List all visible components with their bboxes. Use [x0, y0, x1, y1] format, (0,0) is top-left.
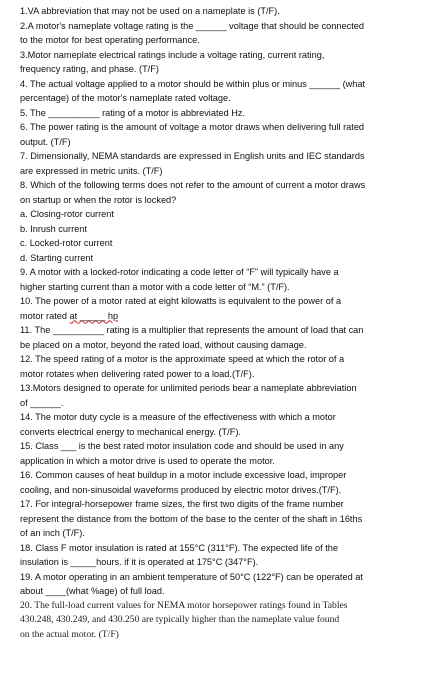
text-line: 14. The motor duty cycle is a measure of the effectiveness with which a motor	[20, 412, 336, 422]
text-line: represent the distance from the bottom of the base to the center of the shaft in 16ths	[20, 513, 363, 524]
text-line: 6. The power rating is the amount of voltage a motor draws when delivering full rated	[20, 122, 365, 132]
spellcheck-underline: at _____ hp	[69, 310, 119, 321]
text-line: 8. Which of the following terms does not refer to the amount of current a motor draws	[20, 180, 366, 190]
serif-text-line: 20. The full-load current values for NEMA motor horsepower ratings found in Tables	[20, 599, 348, 611]
text-line: 4. The actual voltage applied to a motor should be within plus or minus ______ (what	[20, 78, 366, 89]
text-line: output. (T/F)	[20, 136, 71, 147]
text-line: 10. The power of a motor rated at eight kilowatts is equivalent to the power of a	[20, 296, 342, 306]
text-line: converts electrical energy to mechanical energy. (T/F).	[20, 426, 241, 437]
text-line: 16. Common causes of heat buildup in a motor include excessive load, improper	[20, 470, 347, 480]
text-line: 17. For integral-horsepower frame sizes, the first two digits of the frame number	[20, 499, 344, 509]
text-line: insulation is _____hours. if it is operated at 175°C (347°F).	[20, 557, 259, 567]
text-line: 9. A motor with a locked-rotor indicating a code letter of “F” will typically have a	[20, 267, 339, 277]
text-line: 13.Motors designed to operate for unlimited periods bear a nameplate abbreviation	[20, 383, 357, 393]
text-line: higher starting current than a motor with a code letter of “M.” (T/F).	[20, 281, 290, 292]
text-line: 11. The __________ rating is a multiplier that represents the amount of load that can	[20, 325, 364, 335]
text-line: percentage) of the motor's nameplate rated voltage.	[20, 93, 231, 103]
option-line: b. Inrush current	[20, 223, 87, 234]
option-line: c. Locked-rotor current	[20, 238, 113, 248]
text-line: be placed on a motor, beyond the rated load, without causing damage.	[20, 339, 307, 350]
text-line: to the motor for best operating performance.	[20, 35, 200, 45]
text-line: 12. The speed rating of a motor is the approximate speed at which the rotor of a	[20, 354, 345, 364]
text-line: 5. The __________ rating of a motor is abbreviated Hz.	[20, 107, 246, 118]
text-line: 19. A motor operating in an ambient temperature of 50°C (122°F) can be operated at	[20, 571, 363, 582]
text-line: 3.Motor nameplate electrical ratings include a voltage rating, current rating,	[20, 49, 325, 60]
serif-text-line: 430.248, 430.249, and 430.250 are typically higher than the nameplate value found	[20, 614, 340, 625]
text-line: 18. Class F motor insulation is rated at 155°C (311°F). The expected life of the	[20, 542, 339, 553]
option-line: d. Starting current	[20, 252, 94, 263]
text-line: are expressed in metric units. (T/F)	[20, 165, 163, 176]
text-line: cooling, and non-sinusoidal waveforms produced by electric motor drives.(T/F).	[20, 484, 342, 495]
text-line: frequency rating, and phase. (T/F)	[20, 64, 159, 74]
text-line: of an inch (T/F).	[20, 528, 85, 538]
text-line-spellcheck: motor rated at _____ hp	[20, 310, 119, 321]
text-line: 1.VA abbreviation that may not be used on a nameplate is (T/F).	[20, 6, 280, 16]
text-line: of ______.	[20, 397, 64, 408]
serif-text-line: on the actual motor. (T/F)	[20, 628, 119, 640]
text-line: 7. Dimensionally, NEMA standards are expressed in English units and IEC standards	[20, 151, 365, 161]
text-line: 15. Class ___ is the best rated motor insulation code and should be used in any	[20, 441, 344, 451]
text-line: about ____(what %age) of full load.	[20, 586, 165, 596]
text-line: application in which a motor drive is used to operate the motor.	[20, 455, 275, 466]
option-line: a. Closing-rotor current	[20, 209, 114, 219]
text-line: motor rotates when delivering rated power to a load.(T/F).	[20, 368, 255, 379]
text-line: on startup or when the rotor is locked?	[20, 194, 177, 205]
text-line: 2.A motor's nameplate voltage rating is the ______ voltage that should be connected	[20, 20, 364, 31]
